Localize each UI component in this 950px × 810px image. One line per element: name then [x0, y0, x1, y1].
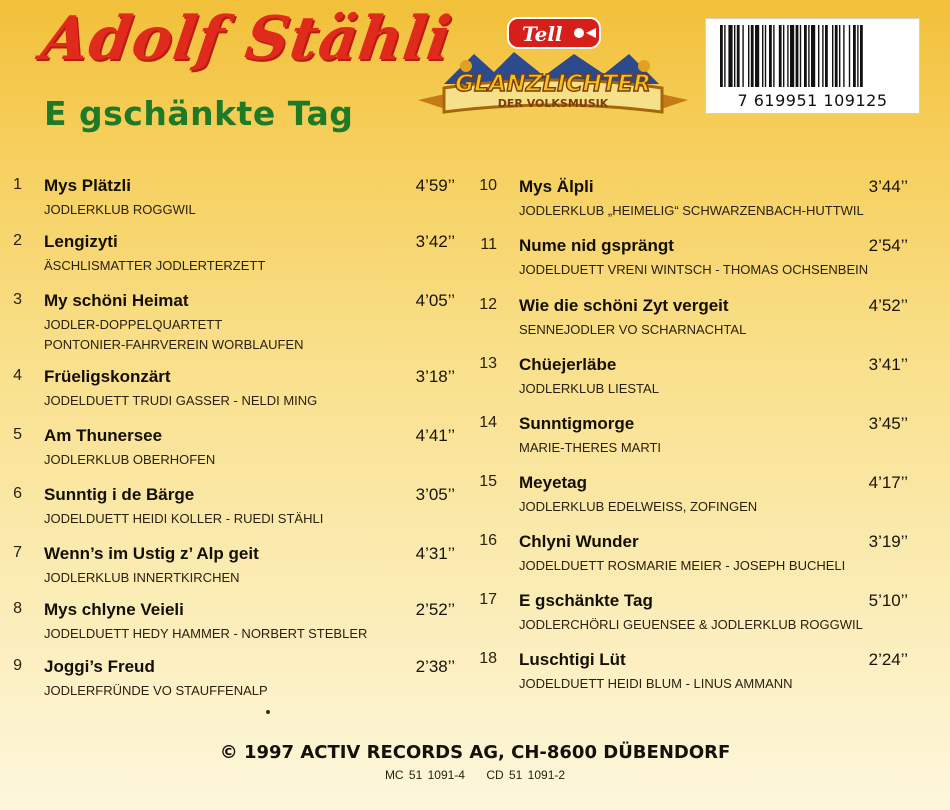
track-title: Am Thunersee: [44, 426, 163, 445]
track-title: Sunntig i de Bärge: [44, 485, 195, 504]
track-performers: [519, 674, 793, 694]
track-number: 6: [13, 485, 22, 502]
performer-line: ÄSCHLISMATTER JODLERTERZETT: [44, 258, 266, 273]
track-title: Chlyni Wunder: [519, 532, 639, 551]
track-duration: 3’44’’: [868, 177, 908, 196]
track-row: [0, 657, 455, 709]
catalog-cd: CD 51 1091-2: [486, 768, 566, 782]
track-row: [475, 296, 908, 348]
track-duration: 4’17’’: [868, 473, 908, 492]
performer-line: JODLERKLUB OBERHOFEN: [44, 452, 216, 467]
track-performers: [44, 624, 367, 644]
track-performers: [44, 568, 240, 588]
track-performers: [44, 681, 268, 701]
barcode: [705, 18, 920, 114]
series-title-text: GLANZLICHTER: [455, 71, 651, 97]
track-performers: [519, 615, 863, 635]
performer-line: JODLERKLUB ROGGWIL: [44, 202, 196, 217]
track-performers: [44, 315, 304, 355]
tell-brand-text: Tell: [522, 22, 563, 46]
performer-line: JODELDUETT TRUDI GASSER - NELDI MING: [44, 393, 318, 408]
track-title: Mys Plätzli: [44, 176, 131, 195]
print-dot: [266, 710, 270, 714]
track-number: 5: [13, 426, 22, 443]
track-number: 17: [479, 591, 497, 608]
track-title: My schöni Heimat: [44, 291, 189, 310]
track-performers: [519, 201, 864, 221]
track-title: Chüejerläbe: [519, 355, 617, 374]
track-duration: 5’10’’: [868, 591, 908, 610]
performer-line: JODLERKLUB LIESTAL: [519, 381, 659, 396]
performer-line: JODELDUETT HEIDI BLUM - LINUS AMMANN: [519, 676, 793, 691]
copyright-line: © 1997 ACTIV RECORDS AG, CH-8600 DÜBENDORF: [219, 742, 731, 763]
track-performers: [44, 450, 215, 470]
track-row: [0, 176, 455, 228]
track-title: Wie die schöni Zyt vergeit: [519, 296, 729, 315]
track-row: [475, 177, 908, 229]
track-number: 18: [479, 650, 497, 667]
track-title: Früeligskonzärt: [44, 367, 171, 386]
track-title: Sunntigmorge: [519, 414, 635, 433]
track-performers: [519, 260, 868, 280]
track-number: 7: [13, 544, 22, 561]
performer-line: JODLER-DOPPELQUARTETT: [44, 317, 223, 332]
track-row: [475, 355, 908, 407]
performer-line: JODLERKLUB EDELWEISS, ZOFINGEN: [519, 499, 758, 514]
track-number: 8: [13, 600, 22, 617]
track-title: Joggi’s Freud: [44, 657, 155, 676]
track-duration: 4’41’’: [415, 426, 455, 445]
track-row: [475, 414, 908, 466]
track-row: [0, 291, 455, 352]
track-performers: [44, 200, 196, 220]
track-row: [0, 600, 455, 652]
track-title: Mys chlyne Veieli: [44, 600, 184, 619]
performer-line: JODLERKLUB „HEIMELIG“ SCHWARZENBACH-HUTTWIL: [519, 203, 864, 218]
track-row: [475, 473, 908, 525]
performer-line: JODELDUETT ROSMARIE MEIER - JOSEPH BUCHELI: [519, 558, 846, 573]
track-duration: 4’05’’: [415, 291, 455, 310]
track-duration: 3’45’’: [868, 414, 908, 433]
performer-line: MARIE-THERES MARTI: [519, 440, 662, 455]
performer-line: JODLERCHÖRLI GEUENSEE & JODLERKLUB ROGGWIL: [519, 617, 863, 632]
track-performers: [519, 497, 757, 517]
track-title: Meyetag: [519, 473, 588, 492]
track-number: 11: [480, 236, 497, 253]
track-number: 10: [479, 177, 497, 194]
performer-line: JODELDUETT VRENI WINTSCH - THOMAS OCHSENBEIN: [519, 262, 869, 277]
track-performers: [519, 556, 845, 576]
track-number: 13: [479, 355, 497, 372]
track-duration: 3’05’’: [415, 485, 455, 504]
barcode-number: 7 619951 109125: [737, 91, 888, 110]
track-title: Luschtigi Lüt: [519, 650, 626, 669]
track-row: [475, 236, 908, 288]
track-row: [0, 544, 455, 596]
track-duration: 2’52’’: [415, 600, 455, 619]
track-number: 12: [479, 296, 497, 313]
track-performers: [519, 379, 659, 399]
track-duration: 3’18’’: [415, 367, 455, 386]
performer-line: JODELDUETT HEIDI KOLLER - RUEDI STÄHLI: [44, 511, 324, 526]
track-number: 3: [13, 291, 22, 308]
artist-name: Adolf Stähli: [37, 4, 457, 74]
track-duration: 4’52’’: [868, 296, 908, 315]
track-duration: 3’19’’: [868, 532, 908, 551]
track-duration: 3’41’’: [868, 355, 908, 374]
barcode-bars: [706, 19, 919, 91]
track-duration: 2’54’’: [868, 236, 908, 255]
track-row: [475, 591, 908, 643]
track-performers: [519, 320, 746, 340]
track-title: Mys Älpli: [519, 177, 594, 196]
album-title: E gschänkte Tag: [44, 94, 354, 133]
track-duration: 3’42’’: [415, 232, 455, 251]
track-row: [0, 426, 455, 478]
track-number: 4: [13, 367, 22, 384]
track-row: [475, 650, 908, 702]
track-number: 14: [479, 414, 497, 431]
performer-line: JODLERFRÜNDE VO STAUFFENALP: [44, 683, 268, 698]
track-duration: 2’24’’: [868, 650, 908, 669]
track-row: [475, 532, 908, 584]
track-number: 15: [479, 473, 497, 490]
track-title: Nume nid gsprängt: [519, 236, 674, 255]
performer-line: JODLERKLUB INNERTKIRCHEN: [44, 570, 240, 585]
track-duration: 4’31’’: [415, 544, 455, 563]
performer-line: PONTONIER-FAHRVEREIN WORBLAUFEN: [44, 337, 304, 352]
track-performers: [519, 438, 661, 458]
track-performers: [44, 509, 323, 529]
catalog-mc: MC 51 1091-4: [384, 768, 465, 782]
performer-line: SENNEJODLER VO SCHARNACHTAL: [519, 322, 747, 337]
track-row: [0, 367, 455, 419]
track-number: 2: [13, 232, 22, 249]
track-title: Lengizyti: [44, 232, 118, 251]
track-duration: 2’38’’: [415, 657, 455, 676]
track-row: [0, 232, 455, 284]
track-number: 1: [13, 176, 22, 193]
glanzlichter-logo: [414, 14, 692, 126]
catalog-numbers: [0, 768, 950, 782]
track-title: E gschänkte Tag: [519, 591, 653, 610]
track-title: Wenn’s im Ustig z’ Alp geit: [44, 544, 259, 563]
track-number: 9: [13, 657, 22, 674]
performer-line: JODELDUETT HEDY HAMMER - NORBERT STEBLER: [44, 626, 368, 641]
track-performers: [44, 391, 317, 411]
track-number: 16: [479, 532, 497, 549]
track-performers: [44, 256, 265, 276]
track-row: [0, 485, 455, 537]
apple-arrow-icon: [574, 28, 584, 38]
track-duration: 4’59’’: [415, 176, 455, 195]
series-subtitle-text: DER VOLKSMUSIK: [497, 97, 609, 110]
